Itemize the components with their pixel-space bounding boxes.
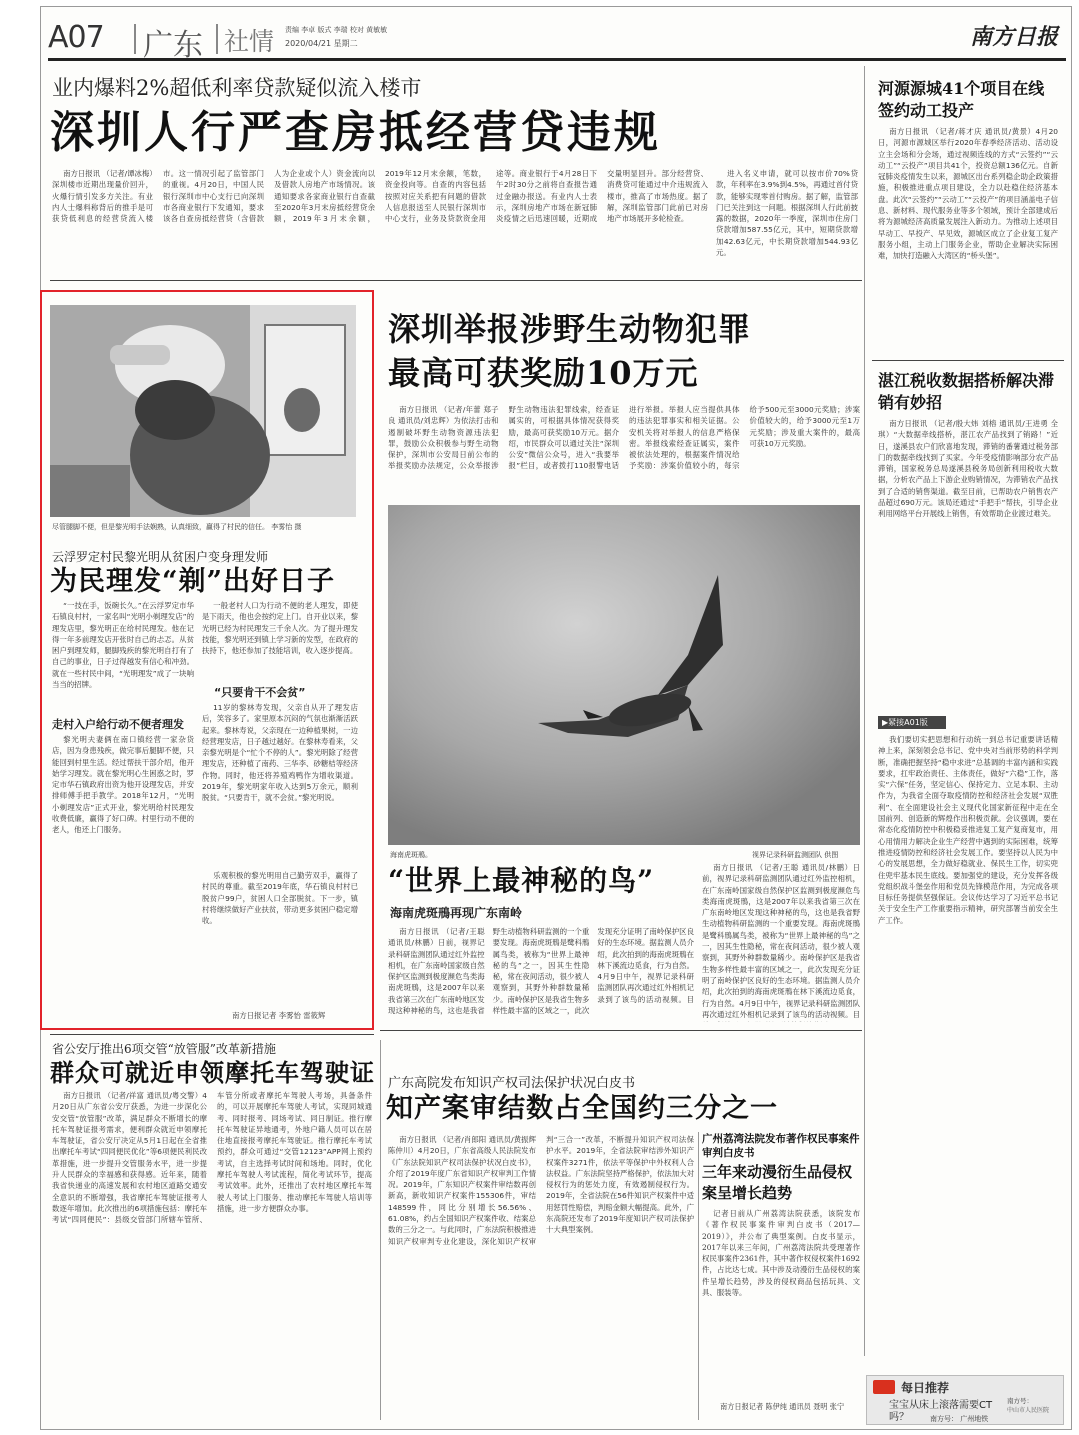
section-rule [50,280,862,281]
ip-side-headline: 三年来动漫衍生品侵权案呈增长趋势 [702,1163,853,1202]
lead-headline: 深圳人行严查房抵经营贷违规 [50,107,661,158]
barber-subhead-1: 走村入户给行动不便者理发 [52,718,184,731]
bird-photo-caption: 海南虎斑鳽。 [390,851,432,859]
section-rule [872,360,1064,361]
bird-body-cont: 南方日报讯 （记者/王聪 通讯员/林鹏）日前，视界记录科研监测团队通过红外监控相机，在广东南岭国家级自然保护区监测到极度濒危鸟类海南虎斑鳽，这是2007年以来我省第三次在广东南岭地区发现这种神秘的鸟，这也是我省野生动植物科研监测的一个重要发现。海南虎斑鳽是鹭科鳽属鸟类，被称为“世界上最神秘的鸟”之一，因其生性隐秘，常在夜间活动，很少被人观察到，其野外种群数量稀少。南岭保护区是我省生物多样性最丰富的区域之一，此次发现充分证明了南岭保护区良好的生态环境。据监测人员介绍，此次拍到的海南虎斑鳽在林下溪流边觅食，行为自然。4月9日中午，视界记录科研监测团队再次通过红外相机记录到了该鸟的活动视频。目 [702,863,860,1019]
moto-kicker: 省公安厅推出6项交管“放管服”改革新措施 [52,1042,276,1056]
right-headline-1: 河源源城41个项目在线签约动工投产 [878,79,1045,120]
ip-body: 南方日报讯 （记者/肖郎阳 通讯员/黄振辉 陈仲川）4月20日，广东省高级人民法院发布《广东法院知识产权司法保护状况白皮书》，介绍了2019年度广东省知识产权审判工作情况。2019年，广东知识产权案件审结数再创新高，新收知识产权案件155306件，审结148599件，同比分别增长56.56%、61.08%，约占全国知识产权案件收、结案总数的三分之一。与此同时，广东法院积极推进知识产权审判专业化建设，深化知识产权审判“三合一”改革，不断提升知识产权司法保护水平。2019年，全省法院审结涉外知识产权案件3271件，依法平等保护中外权利人合法权益。广东法院坚持严格保护，依法加大对侵权行为的惩处力度，有效遏制侵权行为。2019年，全省法院在56件知识产权案件中适用惩罚性赔偿，判赔金额大幅提高。此外，广东高院还发布了2019年度知识产权司法保护十大典型案例。 [388,1135,694,1246]
column-rule [380,1040,381,1420]
bird-headline: “世界上最神秘的鸟” [388,864,655,897]
lead-body-end: 进入名义申请，就可以按市价70%贷款，年利率在3.9%到4.5%，再通过首付贷款，能够实现零首付购房。据了解，监管部门已关注到这一问题。根据深圳人行此前披露的数据，2020年一季度，深圳市住房门贷款增加587.55亿元，其中，短期贷款增加42.63亿元，中长期贷款增加544.93亿元。 [716,169,858,258]
promo-source: 南方号： [1007,1397,1033,1405]
barber-body-e: 乐观积极的黎光明用自己勤劳双手，赢得了村民的尊重。截至2019年底，华石镇良村村已脱贫户99户，贫困人口全部脱贫。下一步，镇村将继续做好产业扶贫，带动更多贫困户稳定增收。 [202,871,358,926]
promo-source-3: 南方号： 广州地铁 [930,1415,989,1423]
wildlife-headline-2: 最高可获奖励10万元 [388,354,699,392]
moto-body: 南方日报讯 （记者/祥富 通讯员/粤交警）4月20日从广东省公安厅获悉，为进一步深化公安交管“放管服”改革，满足群众不断增长的摩托车驾驶证报考需求，便利群众就近申领摩托车驾驶证，省公安厅决定从5月1日起在全省推出摩托车考试“四同便民优化”等6项便民利民改革措施，进一步提升交管服务水平，进一步提升人民群众的幸福感和获得感。近年来，随着我省快递业的高速发展和农村地区道路交通安全意识的不断增强，我省摩托车驾驶证报考人数逐年增加。此次推出的6项措施包括：摩托车考试“四同便民”：县级交管部门所辖车管所、车管分所或者摩托车驾驶人考场，具备条件的，可以开展摩托车驾驶人考试，实现同城通考、同时报考、同场考试、同日制证。推行摩托车驾驶证异地通考，外地户籍人员可以在居住地直接报考摩托车驾驶证。推行摩托车考试预约，群众可通过“交管12123”APP网上预约考试，自主选择考试时间和场地。同时，优化摩托车驾驶人考试流程，简化考试环节，提高考试效率。此外，还推出了农村地区摩托车驾驶人考试上门服务、推动摩托车驾驶人培训等措施，进一步方便群众办事。 [52,1091,372,1225]
barber-body-a: “一技在手，饭碗长久。”在云浮罗定市华石镇良村村，一家名叫“光明小剃理发店”的理发店里，黎光明正在给村民理发。他在记得一年多前理发店开张时自己的忐忑。从贫困户到理发师，腿脚残疾的黎光明自打有了自己的事业，日子过得越发有信心和冲劲。就在一些村民中间，“光明理发”成了一块响当当的招牌。 [52,601,194,690]
flying-bird-art [388,505,860,845]
section-title: 广东 [143,28,203,63]
promo-source-2: 中山市人民医院 [1007,1407,1050,1414]
bird-subhead: 海南虎斑鳽再现广东南岭 [390,906,523,920]
staff-credits: 责编 李卓 版式 李瑞 校对 黄敏敏 [285,26,388,34]
ip-side-body: 记者日前从广州荔湾法院获悉，该院发布《著作权民事案件审判白皮书（2017—2019）》，并公布了典型案例。白皮书显示，2017年以来三年间，广州荔湾法院共受理著作权民事案件2361件，其中著作权侵权案件1692件，占比达七成。其中涉及动漫衍生品侵权的案件呈增长趋势，涉及的侵权商品包括玩具、文具、服装等。 [702,1209,860,1298]
section-rule [380,1030,862,1031]
barber-body-c: 一般老村人口为行动不便的老人理发，即使是下雨天，他也会按约定上门。自开业以来，黎光明已经为村民理发三千余人次。为了提升理发技能，黎光明还到镇上学习新的发型，在政府的扶持下，他还参加了技能培训，收入逐步提高。 [202,601,358,656]
bird-photo-credit: 视界记录科研监测团队 供图 [752,851,839,859]
ip-headline: 知产案审结数占全国约三分之一 [386,1093,778,1124]
barber-body-b: 黎光明夫妻俩在南口镇经营一家杂货店，因为身患残疾，做完事后腿脚不便，只能回到村里生活。经过帮扶干部介绍，他开始学习理发。就在黎光明心生困惑之时，罗定市华石镇政府出资为他开设理发店，并安排师傅手把手教学。2018年12月，“光明小剃理发店”正式开业，黎光明给村民理发收费低廉，赢得了好口碑。村里行动不便的老人，他还上门服务。 [52,735,194,835]
moto-headline: 群众可就近申领摩托车驾驶证 [50,1058,375,1087]
page-number: A07 [48,20,104,55]
ip-side-kicker: 广州荔湾法院发布著作权民事案件审判白皮书 [702,1133,860,1159]
issue-date: 2020/04/21 星期二 [285,39,358,48]
barber-kicker: 云浮罗定村民黎光明从贫困户变身理发师 [52,550,269,564]
bird-body: 南方日报讯 （记者/王聪 通讯员/林鹏）日前，视界记录科研监测团队通过红外监控相机，在广东南岭国家级自然保护区监测到极度濒危鸟类海南虎斑鳽，这是2007年以来我省第三次在广东南岭地区发现这种神秘的鸟，这也是我省野生动植物科研监测的一个重要发现。海南虎斑鳽是鹭科鳽属鸟类，被称为“世界上最神秘的鸟”之一，因其生性隐秘，常在夜间活动，很少被人观察到，其野外种群数量稀少。南岭保护区是我省生物多样性最丰富的区域之一，此次发现充分证明了南岭保护区良好的生态环境。据监测人员介绍，此次拍到的海南虎斑鳽在林下溪流边觅食，行为自然。4月9日中午，视界记录科研监测团队再次通过红外相机记录到了该鸟的活动视频。目 [388,927,694,1016]
barber-photo-caption: 尽管腿脚不便，但是黎光明手法娴熟，认真细致，赢得了村民的信任。 李雾怡 摄 [52,523,302,531]
promo-title: 每日推荐 [901,1381,950,1395]
ip-kicker: 广东高院发布知识产权司法保护状况白皮书 [388,1076,636,1091]
barber-body-d: 11岁的黎林寿发现，父亲自从开了理发店后，笑容多了。家里原本沉闷的气氛也渐渐活跃起来。黎林寿说，父亲现在一边种植果树，一边经营理发店，日子越过越好。在黎林寿看来，父亲黎光明是个“忙个不停的人”。黎光明除了经营理发店，还种植了南药、三华李、砂糖桔等经济作物。同时，他还将养殖鸡鸭作为增收渠道。2019年，黎光明家年收入达到5万余元，顺利脱贫。“只要肯干，就不会贫。”黎光明说。 [202,703,358,803]
wildlife-headline-1: 深圳举报涉野生动物犯罪 [388,310,752,348]
promo-text[interactable]: 宝宝从床上滚落需要CT吗？ [889,1400,993,1423]
barber-subhead-2: “只要肯干不会贫” [214,686,306,699]
bird-photo [388,505,860,845]
ip-side-byline: 南方日报记者 陈伊纯 通讯员 聂明 张宁 [720,1402,845,1411]
wildlife-body: 南方日报讯 （记者/年蕾 郑子良 通讯员/刘忠辉）为依法打击和遏制破坏野生动物资源违法犯罪，鼓励公众积极参与野生动物保护，深圳市公安局日前公布的举报奖励办法规定，公众举报涉野生动物违法犯罪线索，经查证属实的，可根据具体情况获得奖励，最高可获奖励10万元。据介绍，市民群众可以通过关注“深圳公安”微信公众号，进入“我要举报”栏目，或者拨打110报警电话进行举报。举报人应当提供具体的违法犯罪事实和相关证据。公安机关将对举报人的信息严格保密。举报线索经查证属实，案件被依法处理的，根据案件情况给予奖励：涉案价值较小的，每宗给予500元至3000元奖励；涉案价值较大的，给予3000元至1万元奖励；涉及重大案件的，最高可获10万元奖励。 [388,405,860,471]
barber-photo-art [50,305,356,517]
jump-label-text: ▶紧接A01版 [882,718,928,727]
right-body-3: 我们要切实把思想和行动统一到总书记重要讲话精神上来，深刻领会总书记、党中央对当前形势的科学判断，准确把握坚持“稳中求进”总基调的丰富内涵和实践要求，扛牢政治责任、主体责任，做好“六稳”工作，落实“六保”任务，坚定信心、保持定力、立足本职、主动作为，为我省全面夺取疫情防控和经济社会发展“双胜利”、在全面建设社会主义现代化国家新征程中走在全国前列、创造新的辉煌作出积极贡献。会议强调，要在常态化疫情防控中积极稳妥推进复工复产复商复市，用心用情用力解决企业生产经营中遇到的实际困难，统筹推进疫情防控和经济社会发展工作。要坚持以人民为中心的发展思想，全力做好稳就业、保民生工作，切实兜住兜牢基本民生底线。要加强党的建设，充分发挥各级党组织战斗堡垒作用和党员先锋模范作用，为完成各项目标任务提供坚强保证。会议传达学习了习近平总书记关于安全生产工作重要指示精神，研究部署当前安全生产工作。 [878,735,1058,925]
masthead [48,18,1066,61]
barber-byline: 南方日报记者 李雾怡 雷筱辉 [232,1011,326,1020]
newspaper-logo: 南方日报 [969,24,1058,50]
brand-badge-icon [873,1380,895,1394]
column-rule [864,66,865,1356]
section-rule [50,1034,374,1035]
column-rule [698,1132,699,1420]
subsection-title: 社情 [224,27,275,56]
right-body-1: 南方日报讯 （记者/蒋才庆 通讯员/黄景）4月20日，河源市源城区举行2020年春季经济活动、活动设立主会场和分会场，通过视频连线的方式“云签约”“云动工”“云投产”项目共41个，投资总额136亿元。自新冠肺炎疫情发生以来，源城区出台系列稳企助企政策措施，积极推进重点项目建设，全力以赴稳住经济基本盘。此次“云签约”“云动工”“云投产”的项目涵盖电子信息、新材料、现代服务业等多个领域，预计全部建成后将为源城经济高质量发展注入新动力。为推动上述项目早动工、早投产、早见效，源城区成立了企业复工复产服务小组，主动上门服务企业，帮助企业解决实际困难，加快打造融入大湾区的“桥头堡”。 [878,127,1058,261]
right-body-2: 南方日报讯 （记者/殷大炜 刘榕 通讯员/王进勇 全琪）“大数据牵线搭桥，湛江农产品找到了销路！”近日，遂溪县农户们欣喜地发现，滞销的番薯通过税务部门的数据牵线找到了买家。今年受疫情影响部分农产品滞销，国家税务总局遂溪县税务局创新利用税收大数据，分析农产品上下游企业购销情况，为滞销农产品找到了合适的销售渠道。截至目前，已帮助农户销售农产品超过690万元。该局还通过“手把手”帮扶，引导企业利用网络平台开展线上销售，有效帮助企业渡过难关。 [878,419,1058,519]
barber-photo [50,305,356,517]
masthead-divider [134,24,136,54]
jump-label [878,716,946,729]
right-headline-2: 湛江税收数据搭桥解决滞销有妙招 [878,371,1055,412]
barber-headline: 为民理发“剃”出好日子 [50,566,336,597]
lead-kicker: 业内爆料2%超低利率贷款疑似流入楼市 [52,76,422,100]
masthead-divider [216,24,218,54]
lead-body: 南方日报讯 （记者/谭冰梅）深圳楼市近期出现量价回升，火爆行情引发多方关注。有业内人士爆料称背后的推手是可获贷低利息的经营贷流入楼市。这一情况引起了监管部门的重视。4月20日，中国人民银行深圳市中心支行已向深圳市各商业银行下发通知，要求该各自查房抵经营贷（含借款人为企业或个人）资金流向以及借款人房地产市场情况。该通知要求各家商业银行自查截至2020年3月末房抵经营贷余额，2019年3月末余额，2019年12月末余额，笔数，资金投向等。自查的内容包括按照对应关系把有问题的借款人信息报送至人民银行深圳市中心支行，业务及贷款资金用途等。商业银行于4月28日下午2时30分之前将自查报告通过金融办报送。有业内人士表示，深圳房地产市场在新冠肺炎疫情之后迅速回暖，近期成交量明显回升。部分经营贷、消费贷可能通过中介违规流入楼市，推高了市场热度。据了解，深圳监管部门此前已对房地产市场展开多轮检查。 [52,169,708,224]
